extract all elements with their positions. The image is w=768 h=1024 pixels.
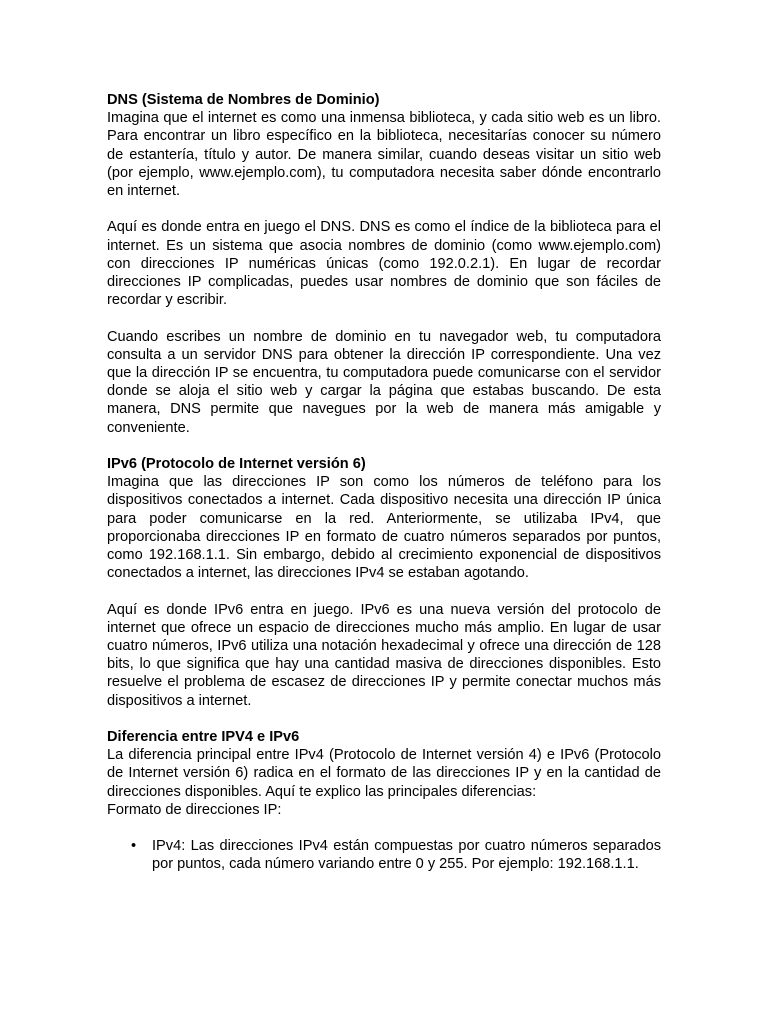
bullet-icon: • (131, 838, 137, 855)
paragraph: Cuando escribes un nombre de dominio en tu navegador web, tu computadora consulta a un servidor DNS para obtener la dirección IP correspondiente. Una vez que la dirección IP se encuentra, tu computadora puede comunicarse con el servidor donde se aloja el sitio web y cargar la página que estabas buscando. De esta manera, DNS permite que navegues por la web de manera más amigable y conveniente. (107, 328, 661, 436)
section-heading-differences: Diferencia entre IPV4 e IPv6 (107, 729, 300, 746)
paragraph: Imagina que el internet es como una inmensa biblioteca, y cada sitio web es un libro. Para encontrar un libro específico en la biblioteca, necesitarías conocer su número de estantería, título y autor. De manera similar, cuando deseas visitar un sitio web (por ejemplo, www.ejemplo.com), tu computadora necesita saber dónde encontrarlo en internet. (107, 110, 661, 200)
paragraph: Aquí es donde IPv6 entra en juego. IPv6 es una nueva versión del protocolo de internet que ofrece un espacio de direcciones mucho más amplio. En lugar de usar cuatro números, IPv6 utiliza una notación hexadecimal y ofrece una dirección de 128 bits, lo que significa que hay una cantidad masiva de direcciones disponibles. Esto resuelve el problema de escasez de direcciones IP y permite conectar muchos más dispositivos a internet. (107, 601, 661, 709)
list-item-text: IPv4: Las direcciones IPv4 están compuestas por cuatro números separados por puntos, cada número variando entre 0 y 255. Por ejemplo: 192.168.1.1. (152, 838, 661, 873)
section-differences (107, 728, 661, 874)
paragraph: Aquí es donde entra en juego el DNS. DNS es como el índice de la biblioteca para el internet. Es un sistema que asocia nombres de dominio (como www.ejemplo.com) con direcciones IP numéricas únicas (como 192.0.2.1). En lugar de recordar direcciones IP complicadas, puedes usar nombres de dominio que son fáciles de recordar y escribir. (107, 219, 661, 309)
section-dns (107, 91, 661, 437)
section-heading-dns: DNS (Sistema de Nombres de Dominio) (107, 92, 380, 108)
bullet-list (107, 837, 661, 873)
paragraph: Formato de direcciones IP: (107, 801, 282, 818)
paragraph: La diferencia principal entre IPv4 (Protocolo de Internet versión 4) e IPv6 (Protocolo de Internet versión 6) radica en el formato de las direcciones IP y en la cantidad de direcciones disponibles. Aquí te explico las principales diferencias: (107, 747, 661, 800)
section-heading-ipv6: IPv6 (Protocolo de Internet versión 6) (107, 456, 366, 473)
list-item (107, 837, 661, 873)
section-ipv6 (107, 455, 661, 710)
paragraph: Imagina que las direcciones IP son como los números de teléfono para los dispositivos conectados a internet. Cada dispositivo necesita una dirección IP única para poder comunicarse en la red. Anteriormente, se utilizaba IPv4, que proporcionaba direcciones IP en formato de cuatro números separados por puntos, como 192.168.1.1. Sin embargo, debido al crecimiento exponencial de dispositivos conectados a internet, las direcciones IPv4 se estaban agotando. (107, 474, 661, 582)
